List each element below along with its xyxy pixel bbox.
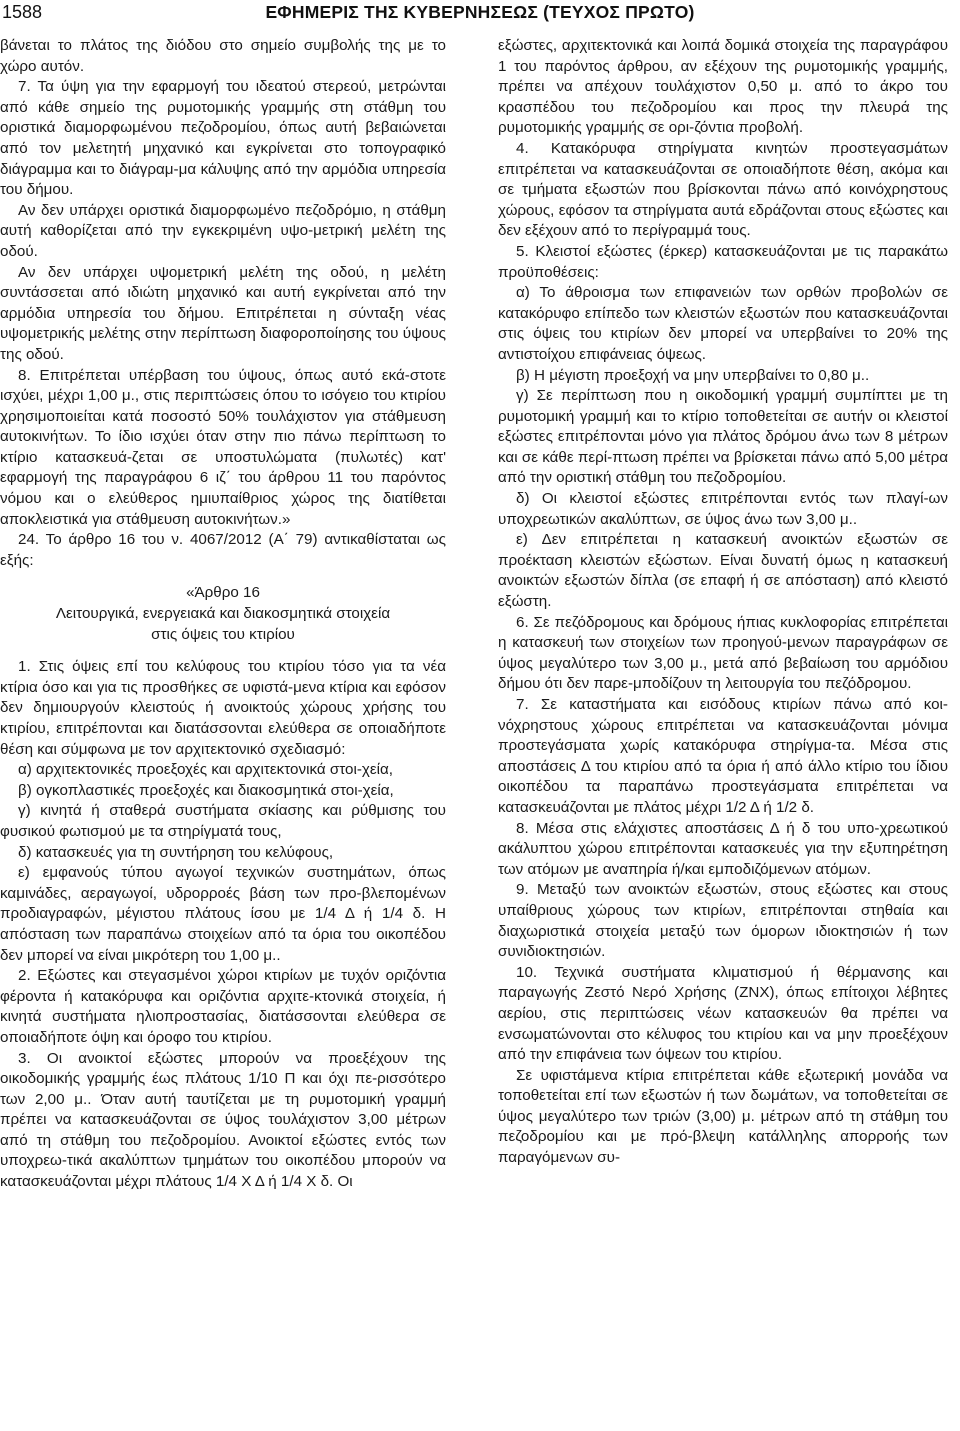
paragraph: 7. Σε καταστήματα και εισόδους κτιρίων πάνω από κοι-νόχρηστους χώρους επιτρέπεται να κατασκευάζονται μόνιμα προστεγάσματα χωρίς κατακόρυφα στηρίγμα-τα. Μέσα στις αποστάσεις Δ του κτιρίου από τα όρια ή από άλλο κτίριο του ίδιου οικοπέδου τα παραπάνω προστεγάσματα επιτρέπεται να κατασκευάζονται με πλάτος μέχρι 1/2 Δ ή 1/2 δ. <box>498 696 948 816</box>
paragraph: 9. Μεταξύ των ανοικτών εξωστών, στους εξώστες και στους υπαίθριους χώρους των κτιρίων, επιτρέπονται στηθαία και διαχωριστικά στοιχεία μεταξύ των όμορων ιδιοκτησιών ή των συνιδιοκτησιών. <box>498 881 948 961</box>
paragraph: 8. Επιτρέπεται υπέρβαση του ύψους, όπως αυτό εκά-στοτε ισχύει, μέχρι 1,00 μ., στις περιπτώσεις όπου το ισόγειο του κτιρίου χρησιμοποιείται κατά ποσοστό 50% τουλάχιστον για στάθμευση αυτοκινήτων. Το ίδιο ισχύει όταν στην πιο πάνω περίπτωση το κτίριο κατασκευά-ζεται σε υποστυλώματα (πυλωτές) κατ' εφαρμογή της παραγράφου 6 ιζ΄ του άρθρου 11 του παρόντος νόμου και ο ελεύθερος ημιυπαίθριος χώρος της διατίθεται αποκλειστικά για στάθμευση αυτοκινήτων.» <box>0 366 446 528</box>
paragraph: 8. Μέσα στις ελάχιστες αποστάσεις Δ ή δ του υπο-χρεωτικού ακάλυπτου χώρου επιτρέπονται κατασκευές για την εξυπηρέτηση των ατόμων με αναπηρία ή/και εμποδιζόμενων ατόμων. <box>498 819 948 878</box>
paragraph: 3. Οι ανοικτοί εξώστες μπορούν να προεξέχουν της οικοδομικής γραμμής έως πλάτους 1/10 Π και όχι πε-ρισσότερο των 2,00 μ.. Όταν αυτή ταυτίζεται με τη ρυμοτομική γραμμή πρέπει να κατασκευάζονται σε ύψος τουλάχιστον 3,00 μέτρων από τη στάθμη του πεζοδρομίου. Ανοικτοί εξώστες εντός των υποχρεω-τικά ακαλύπτων τμημάτων του οικοπέδου μπορούν να κατασκευάζονται μέχρι πλάτους 1/4 Χ Δ ή 1/4 Χ δ. Οι <box>0 1049 446 1191</box>
paragraph: ε) Δεν επιτρέπεται η κατασκευή ανοικτών εξωστών σε προέκταση κλειστών εξώστων. Είναι δυνατή όμως η κατασκευή ανοικτών εξωστών δίπλα (σε επαφή ή σε απόσταση) από κλειστό εξώστη. <box>498 531 948 611</box>
paragraph: 10. Τεχνικά συστήματα κλιματισμού ή θέρμανσης και παραγωγής Ζεστό Νερό Χρήσης (ΖΝΧ), όπως επίτοιχοι λέβητες αερίου, στις περιπτώσεις νέων κατασκευών θα πρέπει να ενσωματώνονται στο κέλυφος του κτιρίου και να μην προεξέχουν από την επιφάνεια των όψεων του κτιρίου. <box>498 963 948 1064</box>
paragraph: εξώστες, αρχιτεκτονικά και λοιπά δομικά στοιχεία της παραγράφου 1 του παρόντος άρθρου, αν εξέχουν της ρυμοτομικής γραμμής, πρέπει να απέχουν τουλάχιστον 0,50 μ. από το άκρο του κρασπέδου του πεζοδρομίου και προς την πλευρά της ρυμοτομικής γραμμής σε ορι-ζόντια προβολή. <box>498 37 948 137</box>
article-subtitle-line-2: στις όψεις του κτιρίου <box>151 625 295 643</box>
paragraph: 6. Σε πεζόδρομους και δρόμους ήπιας κυκλοφορίας επιτρέπεται η κατασκευή των στοιχείων των προηγού-μενων παραγράφων σε ύψος μεγαλύτερο των 3,00 μ., μετά από βεβαίωση του αρμόδιου δήμου ότι δεν παρε-μποδίζουν τη λειτουργία του πεζόδρομου. <box>498 613 948 693</box>
paragraph: α) Το άθροισμα των επιφανειών των ορθών προβολών σε κατακόρυφο επίπεδο των κλειστών εξωστών που κατασκευάζονται στις όψεις του κτιρίων δεν μπορεί να υπερβαίνει το 20% της αντιστοίχου επιφάνειας όψεως. <box>498 284 948 363</box>
right-column <box>498 36 948 1169</box>
paragraph: γ) κινητά ή σταθερά συστήματα σκίασης και ρύθμισης του φυσικού φωτισμού με τα στηρίγματά τους, <box>0 802 446 840</box>
paragraph: 7. Τα ύψη για την εφαρμογή του ιδεατού στερεού, μετρώνται από κάθε σημείο της ρυμοτομικής γραμμής στη στάθμη του οριστικά διαμορφωμένου πεζοδρομίου, όπως αυτή βεβαιώνεται από τον μελετητή μηχανικό και εγκρίνεται στο τοπογραφικό διάγραμμα και το διάγραμ-μα κάλυψης από την αρμόδια υπηρεσία του δήμου. <box>0 78 446 199</box>
paragraph: Αν δεν υπάρχει οριστικά διαμορφωμένο πεζοδρόμιο, η στάθμη αυτή καθορίζεται από την εγκεκριμένη υψο-μετρική μελέτη της οδού. <box>0 201 446 260</box>
paragraph: 4. Κατακόρυφα στηρίγματα κινητών προστεγασμάτων επιτρέπεται να κατασκευάζονται σε οποιαδήποτε θέση, ακόμα και σε τμήματα εξωστών που βρίσκονται πάνω από κοινόχρηστους χώρους, εφόσον τα στηρίγματα αυτά εδράζονται στους εξώστες και δεν εξέχουν από το περίγραμμά τους. <box>498 139 948 240</box>
paragraph: 5. Κλειστοί εξώστες (έρκερ) κατασκευάζονται με τις παρακάτω προϋποθέσεις: <box>498 242 948 281</box>
page-header <box>0 0 960 30</box>
paragraph: δ) κατασκευές για τη συντήρηση του κελύφους, <box>18 843 334 861</box>
paragraph: β) ογκοπλαστικές προεξοχές και διακοσμητικά στοι-χεία, <box>18 781 394 799</box>
paragraph: ε) εμφανούς τύπου αγωγοί τεχνικών συστημάτων, όπως καμινάδες, αεραγωγοί, υδρορροές βάση των προ-βλεπομένων προδιαγραφών, μέγιστου πλάτους ίσου με 1/4 Δ ή 1/4 δ. Η απόσταση των παραπάνω στοιχείων από τα όρια του οικοπέδου δεν μπορεί να είναι μικρότερη του 1,00 μ.. <box>0 864 446 964</box>
paragraph: β) Η μέγιστη προεξοχή να μην υπερβαίνει το 0,80 μ.. <box>516 366 870 384</box>
paragraph: γ) Σε περίπτωση που η οικοδομική γραμμή συμπίπτει με τη ρυμοτομική γραμμή και το κτίριο τοποθετείται σε αυτήν οι κλειστοί εξώστες επιτρέπονται μόνο για πλάτος δρόμου άνω των 8 μέτρων και σε κάθε περί-πτωση πρέπει να βρίσκεται πάνω από 5,00 μέτρα από την οριστική στάθμη του πεζοδρομίου. <box>498 387 948 487</box>
paragraph: Αν δεν υπάρχει υψομετρική μελέτη της οδού, η μελέτη συντάσσεται από ιδιώτη μηχανικό και αυτή εγκρίνεται από την αρμόδια υπηρεσία του δήμου. Επιτρέπεται η σύνταξη νέας υψομετρικής μελέτης στην περίπτωση διαφοροποίησης του ύψους της οδού. <box>0 263 446 363</box>
page-number: 1588 <box>2 2 43 22</box>
article-subtitle-line-1: Λειτουργικά, ενεργειακά και διακοσμητικά στοιχεία <box>55 605 391 623</box>
gazette-title: ΕΦΗΜΕΡΙΣ ΤΗΣ ΚΥΒΕΡΝΗΣΕΩΣ (ΤΕΥΧΟΣ ΠΡΩΤΟ) <box>265 2 695 22</box>
article-title: «Άρθρο 16 <box>186 584 260 602</box>
paragraph: βάνεται το πλάτος της διόδου στο σημείο συμβολής της με το χώρο αυτόν. <box>0 37 446 75</box>
paragraph: 2. Εξώστες και στεγασμένοι χώροι κτιρίων με τυχόν οριζόντια φέροντα ή κατακόρυφα και οριζόντια αρχιτε-κτονικά στοιχεία, ή κινητά συστήματα ηλιοπροστασίας, διατάσσονται ελεύθερα σε οποιαδήποτε όψη και όροφο του κτιρίου. <box>0 967 446 1046</box>
paragraph: Σε υφιστάμενα κτίρια επιτρέπεται κάθε εξωτερική μονάδα να τοποθετείται επί των εξωστών ή των δωμάτων, να τοποθετείται σε ύψος μεγαλύτερο των τριών (3,00) μ. μέτρων από τη στάθμη του πεζοδρομίου και με πρό-βλεψη κατάλληλης απορροής των παραγόμενων συ- <box>498 1066 948 1167</box>
paragraph: α) αρχιτεκτονικές προεξοχές και αρχιτεκτονικά στοι-χεία, <box>18 761 394 779</box>
left-column <box>0 36 446 1193</box>
paragraph: 24. Το άρθρο 16 του ν. 4067/2012 (Α΄ 79) αντικαθίσταται ως εξής: <box>0 531 446 569</box>
paragraph: 1. Στις όψεις επί του κελύφους του κτιρίου τόσο για τα νέα κτίρια όσο και για τις προσθήκες σε υφιστά-μενα κτίρια και εφόσον δεν δημιουργούν κλειστούς ή ανοικτούς χώρους χρήσης του κτιρίου, επιτρέπονται και διατάσσονται ελεύθερα σε οποιαδήποτε θέση και σύμφωνα με τον αρχιτεκτονικό σχεδιασμό: <box>0 658 446 758</box>
paragraph: δ) Οι κλειστοί εξώστες επιτρέπονται εντός των πλαγί-ων υποχρεωτικών ακαλύπτων, σε ύψος άνω των 3,00 μ.. <box>498 490 948 528</box>
